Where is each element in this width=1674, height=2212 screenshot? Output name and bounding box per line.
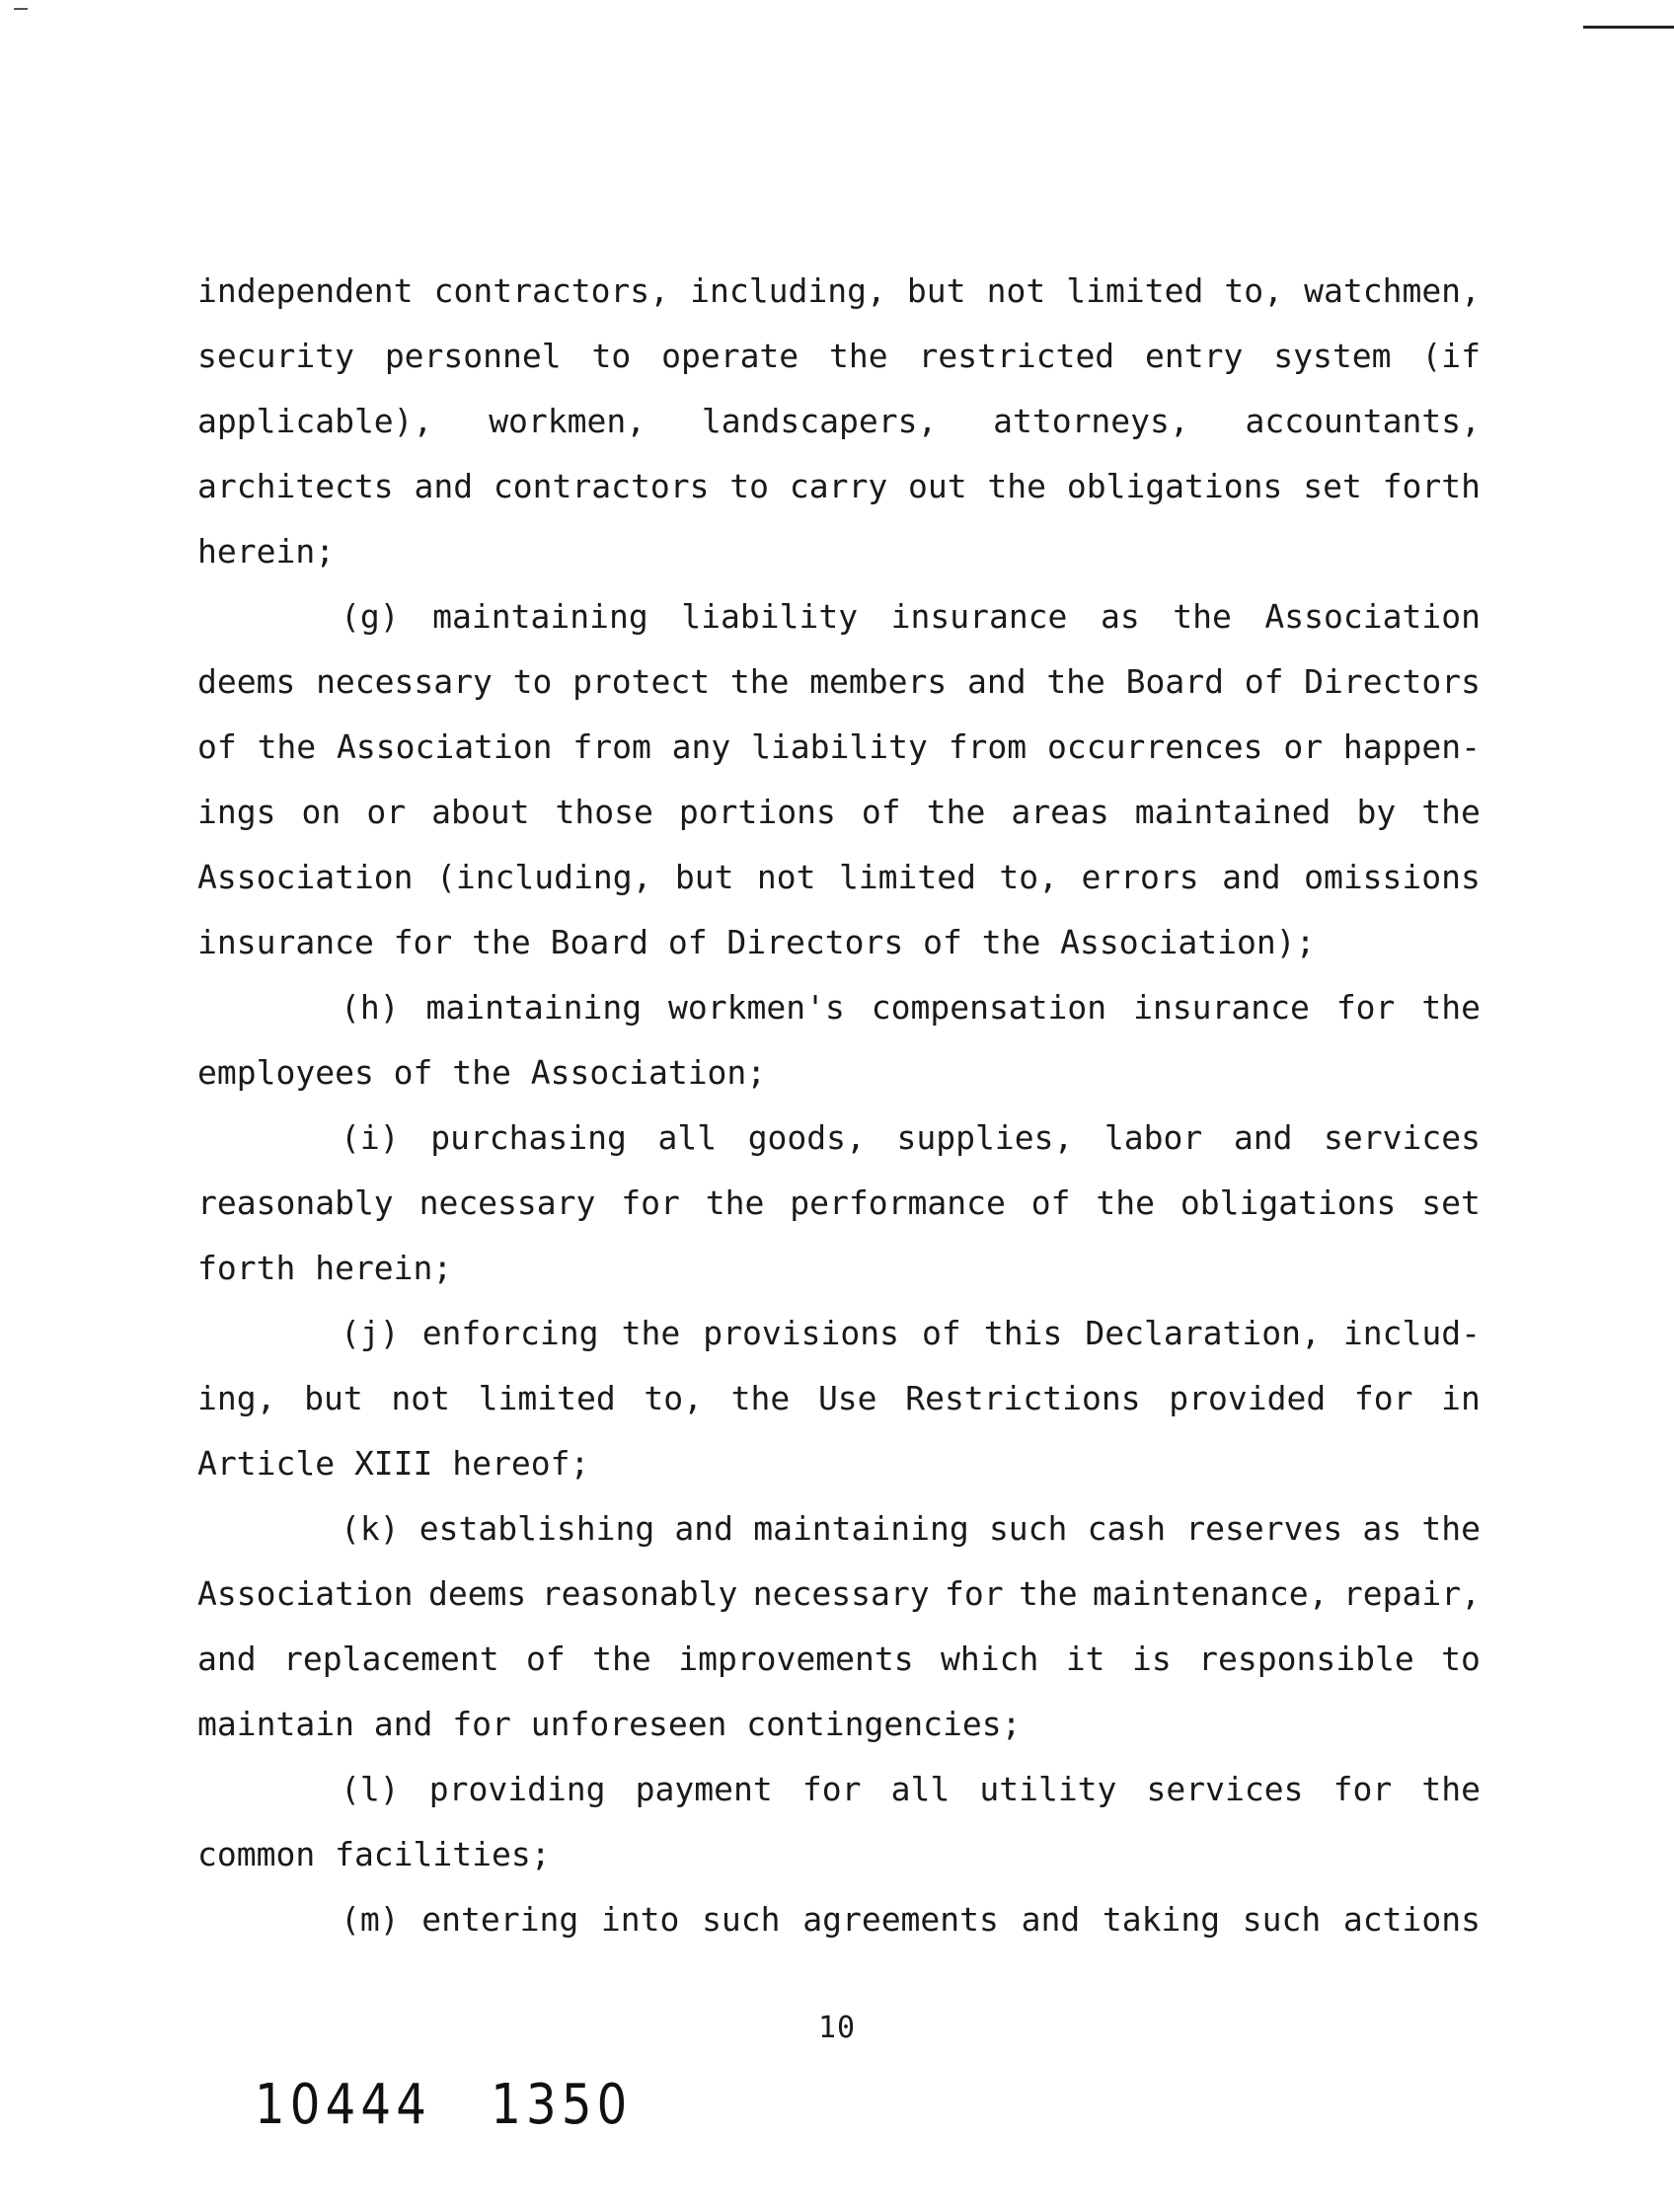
text-line: (j) enforcing the provisions of this Declaration, includ-	[341, 1314, 1481, 1352]
text-line: ing, but not limited to, the Use Restrictions provided for in	[197, 1379, 1481, 1417]
text-line: (k) establishing and maintaining such cash reserves as the	[341, 1509, 1481, 1548]
scan-mark-top-right	[1583, 26, 1674, 29]
text-line: security personnel to operate the restricted entry system (if	[197, 337, 1481, 375]
text-line: (l) providing payment for all utility services for the	[341, 1770, 1481, 1808]
text-line: independent contractors, including, but not limited to, watchmen,	[197, 271, 1481, 310]
text-line: (m) entering into such agreements and taking such actions	[341, 1900, 1481, 1939]
text-line: (g) maintaining liability insurance as the Association	[341, 597, 1481, 636]
text-line: deems necessary to protect the members and the Board of Directors	[197, 662, 1481, 701]
text-line: (h) maintaining workmen's compensation insurance for the	[341, 988, 1481, 1027]
text-line: employees of the Association;	[197, 1053, 767, 1092]
text-line: Association (including, but not limited to, errors and omissions	[197, 858, 1481, 896]
text-line: (i) purchasing all goods, supplies, labor and services	[341, 1118, 1481, 1157]
book-number: 10444	[255, 2073, 432, 2137]
text-line: applicable), workmen, landscapers, attorneys, accountants,	[197, 402, 1481, 440]
text-line: insurance for the Board of Directors of the Association);	[197, 923, 1316, 961]
text-line: of the Association from any liability from occurrences or happen-	[197, 727, 1481, 766]
text-line: maintain and for unforeseen contingencies;	[197, 1705, 1022, 1743]
page-reference: 1350	[491, 2073, 633, 2137]
text-line: Association deems reasonably necessary for the maintenance, repair,	[197, 1574, 1481, 1613]
text-line: ings on or about those portions of the areas maintained by the	[197, 793, 1481, 831]
text-line: architects and contractors to carry out the obligations set forth	[197, 467, 1481, 505]
text-line: Article XIII hereof;	[197, 1444, 590, 1483]
document-body	[197, 259, 1481, 1952]
page-number: 10	[817, 2011, 857, 2045]
recording-stamp	[255, 2073, 632, 2137]
text-line: common facilities;	[197, 1835, 551, 1873]
text-line: forth herein;	[197, 1249, 453, 1287]
text-line: herein;	[197, 532, 336, 571]
scan-mark-top-left	[14, 8, 28, 10]
text-line: and replacement of the improvements which it is responsible to	[197, 1640, 1481, 1678]
text-line: reasonably necessary for the performance of the obligations set	[197, 1183, 1481, 1222]
